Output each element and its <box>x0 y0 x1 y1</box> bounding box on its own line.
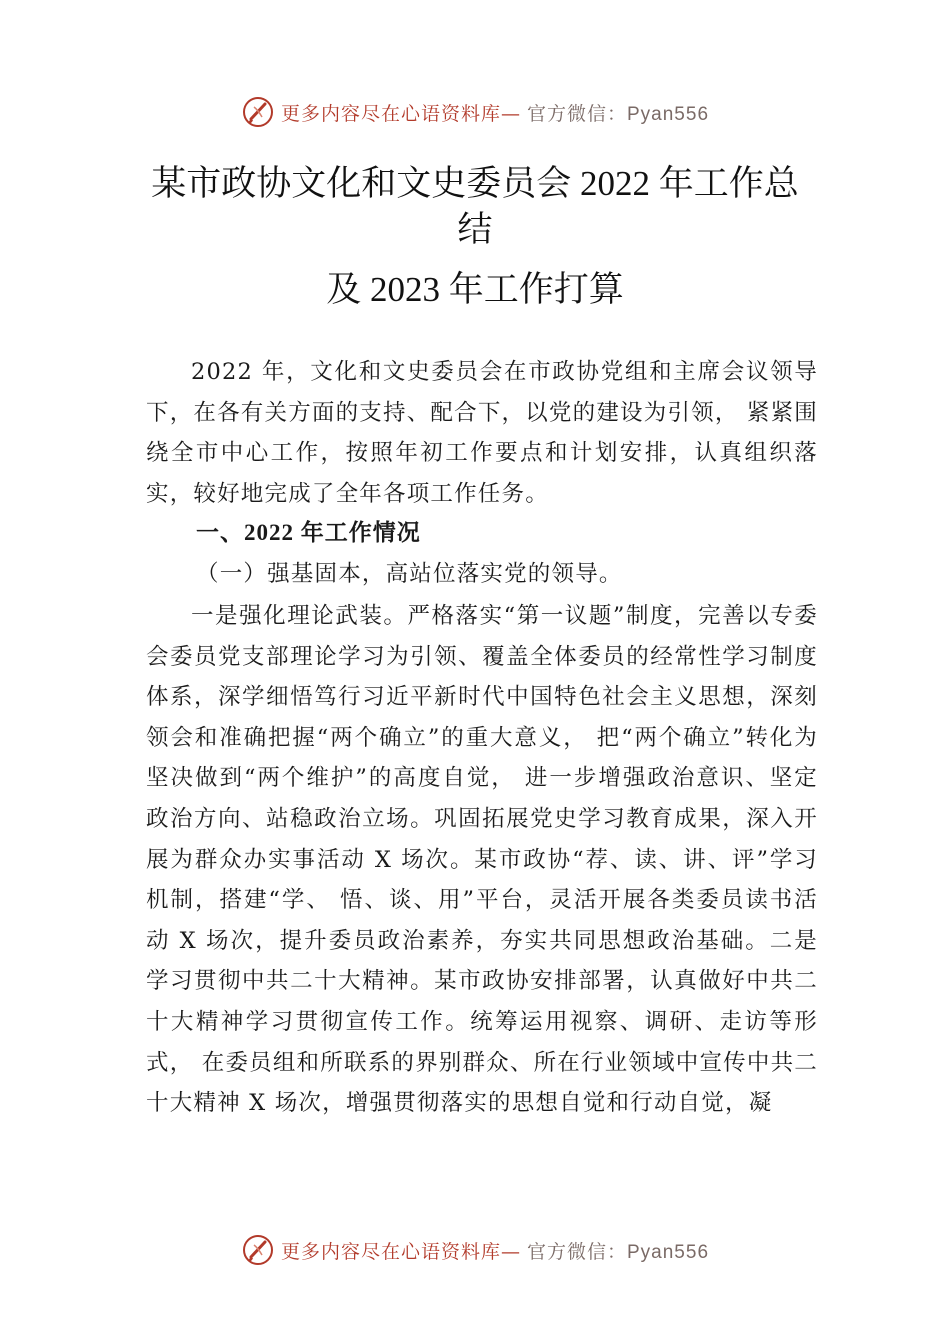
intro-text: 2022 年，文化和文史委员会在市政协党组和主席会议领导下，在各有关方面的支持、配合下，以党的建设为引领， 紧紧围绕全市中心工作，按照年初工作要点和计划安排，认真组织落实，较好地完成了全年各项工作任务。 <box>146 359 818 507</box>
intro-paragraph <box>146 352 818 514</box>
brush-logo-icon <box>241 1233 275 1267</box>
brush-logo-icon <box>241 95 275 129</box>
document-title-line-2: 结 <box>457 210 493 249</box>
watermark-text: 更多内容尽在心语资料库— <box>280 1240 521 1263</box>
footer-watermark <box>0 1230 950 1270</box>
section-heading-1: 一、2022 年工作情况 <box>196 520 421 545</box>
body-paragraph-2-text: 一是强化理论武装。严格落实“第一议题”制度，完善以专委会委员党支部理论学习为引领、覆盖全体委员的经常性学习制度体系，深学细悟笃行习近平新时代中国特色社会主义思想，深刻领会和准确把握“两个确立”的重大意义， 把“两个确立”转化为坚决做到“两个维护”的高度自觉， 进一步增强政治意识、坚定政治方向、站稳政治立场。巩固拓展党史学习教育成果，深入开展为群众办实事活动 X 场次。某市政协“荐、读、讲、评”学习机制，搭建“学、 悟、谈、用”平台，灵活开展各类委员读书活动 X 场次，提升委员政治素养，夯实共同思想政治基础。二是学习贯彻中共二十大精神。某市政协安排部署，认真做好中共二十大精神学习贯彻宣传工作。统筹运用视察、调研、走访等形式， 在委员组和所联系的界别群众、所在行业领域中宣传中共二十大精神 X 场次，增强贯彻落实的思想自觉和行动自觉，凝 <box>146 603 818 1117</box>
watermark-contact: 官方微信：Pyan556 <box>527 1241 710 1263</box>
document-title-line-1: 某市政协文化和文史委员会 2022 年工作总 <box>151 164 799 203</box>
subsection-heading-1: （一）强基固本，高站位落实党的领导。 <box>196 561 623 587</box>
watermark-contact: 官方微信：Pyan556 <box>527 103 710 125</box>
header-watermark <box>0 92 950 132</box>
body-paragraph-2 <box>146 596 818 1124</box>
watermark-text: 更多内容尽在心语资料库— <box>280 102 521 125</box>
document-title-line-3: 及 2023 年工作打算 <box>326 270 624 309</box>
